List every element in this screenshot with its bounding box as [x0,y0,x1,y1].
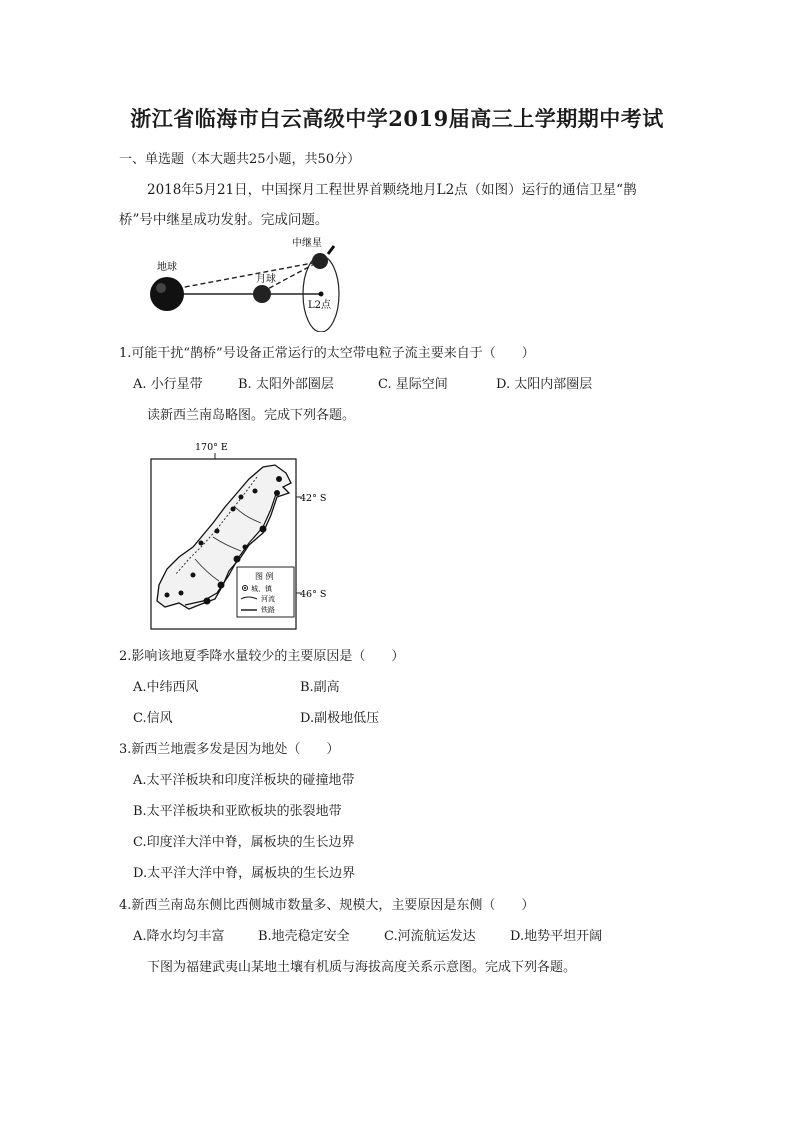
relay-antenna [328,246,334,254]
longitude-label: 170° E [195,442,228,453]
south-island-map [145,435,340,630]
q1-option-c[interactable]: C. 星际空间 [378,377,448,392]
intro1-line1: 2018年5月21日，中国探月工程世界首颗绕地月L2点（如图）运行的通信卫星“鹊 [147,182,637,198]
q2-option-c[interactable]: C.信风 [133,711,173,726]
q4-stem: 4.新西兰南岛东侧比西侧城市数量多、规模大，主要原因是东侧（ ） [119,898,535,913]
city-marker [199,541,204,546]
city-marker [218,582,225,589]
relay-label: 中继星 [292,238,322,249]
city-marker [243,545,248,550]
q1-option-b[interactable]: B. 太阳外部圈层 [238,377,334,392]
lat1-label: 42° S [300,493,327,504]
city-marker [276,476,282,482]
city-marker [165,593,170,598]
q3-option-a[interactable]: A.太平洋板块和印度洋板块的碰撞地带 [133,773,355,788]
page-title: 浙江省临海市白云高级中学2019届高三上学期期中考试 [130,106,664,131]
city-marker [231,507,236,512]
city-marker [215,529,220,534]
city-marker [191,573,196,578]
q3-option-b[interactable]: B.太平洋板块和亚欧板块的张裂地带 [133,804,342,819]
q3-stem: 3.新西兰地震多发是因为地处（ ） [119,742,340,757]
l2-point [319,292,324,297]
legend-rail-label: 铁路 [261,606,275,614]
legend-river-label: 河流 [261,595,275,603]
legend-city-dot [244,587,246,589]
city-marker [274,490,280,496]
moon-icon [253,285,271,303]
legend-title: 图 例 [255,572,274,581]
city-marker [260,526,267,533]
l2-label: L2点 [308,300,332,311]
q1-stem: 1.可能干扰“鹊桥”号设备正常运行的太空带电粒子流主要来自于（ ） [119,346,535,361]
earth-highlight [156,283,166,293]
section-heading: 一、单选题（本大题共25小题，共50分） [119,152,361,167]
earth-label: 地球 [157,262,177,273]
q3-option-c[interactable]: C.印度洋大洋中脊，属板块的生长边界 [133,835,355,850]
city-marker [239,495,244,500]
q2-option-d[interactable]: D.副极地低压 [300,711,380,726]
earth-relay-link [169,262,318,290]
q3-option-d[interactable]: D.太平洋大洋中脊，属板块的生长边界 [133,866,356,881]
q2-stem: 2.影响该地夏季降水量较少的主要原因是（ ） [119,649,405,664]
city-marker [234,556,241,563]
earth-moon-l2-diagram [140,232,350,332]
relay-satellite-icon [312,253,328,269]
city-marker [204,598,211,605]
q2-option-a[interactable]: A.中纬西风 [133,680,199,695]
q4-option-c[interactable]: C.河流航运发达 [384,929,476,944]
q1-option-a[interactable]: A. 小行星带 [133,377,203,392]
earth-icon [150,277,184,311]
moon-label: 月球 [256,274,276,285]
intro2: 读新西兰南岛略图。完成下列各题。 [147,408,356,423]
city-marker [253,489,258,494]
q4-option-b[interactable]: B.地壳稳定安全 [258,929,350,944]
q1-option-d[interactable]: D. 太阳内部圈层 [496,377,593,392]
legend-city-label: 城、镇 [251,585,272,593]
q4-option-d[interactable]: D.地势平坦开阔 [510,929,603,944]
q2-option-b[interactable]: B.副高 [300,680,340,695]
lat2-label: 46° S [300,589,327,600]
intro3: 下图为福建武夷山某地土壤有机质与海拔高度关系示意图。完成下列各题。 [147,960,577,975]
intro1-line2: 桥”号中继星成功发射。完成问题。 [119,212,329,228]
q4-option-a[interactable]: A.降水均匀丰富 [133,929,225,944]
city-marker [179,591,184,596]
